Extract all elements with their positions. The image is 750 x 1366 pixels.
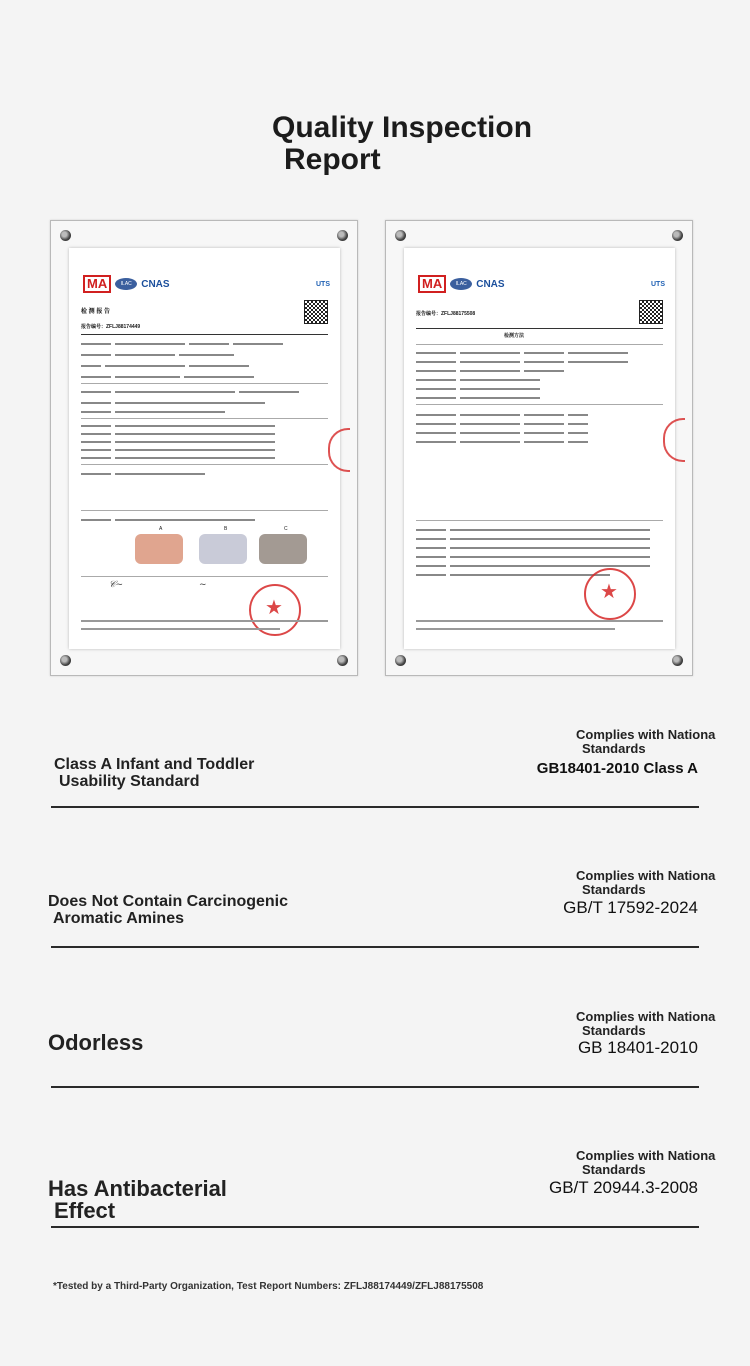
complies-line2: Standards [582,741,646,756]
report-document-right [404,248,675,649]
ilac-logo: ILAC [450,278,472,290]
divider [51,946,699,948]
claim-title-line1: Does Not Contain Carcinogenic [48,893,289,910]
report-document-left [69,248,340,649]
table-rule [81,510,328,511]
table-rule [416,404,663,405]
claim-title-line1: Odorless [48,1030,144,1055]
complies-label [576,728,715,756]
qr-code-icon [639,300,663,324]
complies-line1: Complies with Nationa [576,868,716,883]
standard-code: GB/T 20944.3-2008 [548,1178,698,1197]
standard-code: GB 18401-2010 [577,1038,698,1057]
table-rule [81,464,328,465]
complies-line2: Standards [582,882,646,897]
sample-label-b: B [224,526,228,532]
screw-icon [395,655,406,666]
divider [51,1086,699,1088]
complies-label [576,1010,715,1038]
lab-logo: UTS [316,280,330,288]
claim-title [48,1032,143,1054]
inspection-seal-icon [584,568,636,620]
page-title-line1: Quality Inspection [272,111,533,144]
screw-icon [672,230,683,241]
screw-icon [395,230,406,241]
footer-text [81,628,280,630]
table-rule [81,576,328,577]
footnote: *Tested by a Third-Party Organization, Test Report Numbers: ZFLJ88174449/ZFLJ88175508 [53,1281,484,1292]
cma-logo: MA [83,275,111,293]
cma-logo: MA [418,275,446,293]
table-rule [416,520,663,521]
report-frame-left [50,220,358,676]
claim-title [54,756,254,790]
ilac-logo: ILAC [115,278,137,290]
claim-title-line1: Class A Infant and Toddler [54,756,255,773]
certification-logos [83,274,330,294]
claim-title-line1: Has Antibacterial [48,1176,227,1201]
claim-title [48,1178,227,1222]
footer-text [416,620,663,622]
report-frame-right [385,220,693,676]
sample-label-a: A [159,526,163,532]
divider [51,1226,699,1228]
complies-line2: Standards [582,1162,646,1177]
claim-title-line2: Effect [54,1198,116,1223]
report-heading: 检 测 报 告 [81,309,111,315]
report-number: 报告编号：ZFLJ88174449 [81,324,141,330]
page-title [272,112,532,176]
footer-text [81,620,328,622]
complies-line1: Complies with Nationa [576,1148,716,1163]
complies-line1: Complies with Nationa [576,1009,716,1024]
table-rule [416,344,663,345]
screw-icon [337,655,348,666]
table-rule [81,383,328,384]
screw-icon [60,655,71,666]
sample-towel-photo-c [259,534,307,564]
page-seal-icon [663,418,685,462]
cnas-logo: CNAS [141,278,170,290]
signature: ~ [199,580,207,590]
screw-icon [60,230,71,241]
standard-code: GB/T 17592-2024 [563,898,698,917]
screw-icon [672,655,683,666]
complies-label [576,1149,715,1177]
complies-line1: Complies with Nationa [576,727,716,742]
signature: 𝒞~ [109,580,124,590]
table-header: 检测方法 [504,333,525,339]
footer-text [416,628,615,630]
claim-title-line2: Aromatic Amines [53,910,184,927]
page-seal-icon [328,428,350,472]
standard-code: GB18401-2010 Class A [536,760,698,777]
page-title-line2: Report [284,143,381,176]
claim-title [48,893,288,927]
table-rule [81,418,328,419]
claim-title-line2: Usability Standard [59,773,200,790]
cnas-logo: CNAS [476,278,505,290]
screw-icon [337,230,348,241]
certification-logos [418,274,665,294]
sample-label-c: C [284,526,288,532]
table-rule [416,328,663,329]
table-rule [81,334,328,335]
complies-label [576,869,715,897]
report-number: 报告编号：ZFLJ88175508 [416,311,476,317]
qr-code-icon [304,300,328,324]
sample-towel-photo-a [135,534,183,564]
sample-towel-photo-b [199,534,247,564]
lab-logo: UTS [651,280,665,288]
divider [51,806,699,808]
complies-line2: Standards [582,1023,646,1038]
